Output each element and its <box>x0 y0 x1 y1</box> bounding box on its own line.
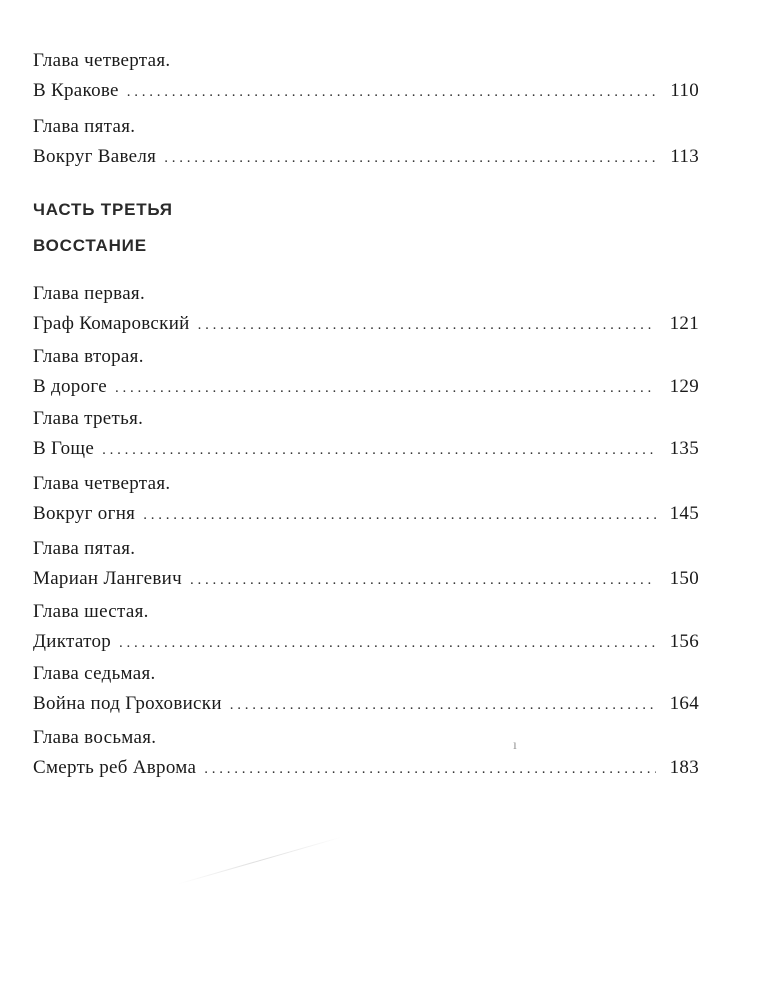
page-number: 129 <box>669 376 699 397</box>
chapter-label: Глава третья. <box>33 408 144 429</box>
chapter-label: Глава восьмая. <box>33 727 157 748</box>
toc-entry <box>33 46 699 107</box>
chapter-title: Диктатор <box>33 631 112 652</box>
chapter-label: Глава четвертая. <box>33 473 171 494</box>
toc-line <box>33 309 699 340</box>
toc-entry <box>33 279 699 340</box>
page-number: 135 <box>669 438 699 459</box>
page-number: 164 <box>669 693 699 714</box>
page-number: 183 <box>669 757 699 778</box>
chapter-title: Мариан Лангевич <box>33 568 183 589</box>
page-number: 110 <box>670 80 699 101</box>
page-number: 121 <box>669 313 699 334</box>
chapter-title: Граф Комаровский <box>33 313 190 334</box>
chapter-title: Война под Гроховиски <box>33 693 222 714</box>
page-number: 113 <box>670 146 699 167</box>
toc-entry <box>33 342 699 403</box>
dot-leader <box>190 564 656 595</box>
scan-speck: ı <box>513 738 517 753</box>
dot-leader <box>127 76 657 107</box>
dot-leader <box>143 499 655 530</box>
toc-entry <box>33 597 699 658</box>
dot-leader <box>198 309 656 340</box>
toc-line <box>33 564 699 595</box>
chapter-label: Глава пятая. <box>33 538 136 559</box>
page-number: 156 <box>669 631 699 652</box>
toc-entry <box>33 404 699 465</box>
toc-line <box>33 372 699 403</box>
chapter-label: Глава вторая. <box>33 346 144 367</box>
toc-line <box>33 142 699 173</box>
toc-entry <box>33 534 699 595</box>
chapter-title: В дороге <box>33 376 107 397</box>
chapter-title: Вокруг огня <box>33 503 136 524</box>
scan-smudge <box>178 837 342 885</box>
chapter-label: Глава шестая. <box>33 601 149 622</box>
chapter-title: Вокруг Вавеля <box>33 146 157 167</box>
toc-entry <box>33 469 699 530</box>
page-number: 145 <box>669 503 699 524</box>
dot-leader <box>119 627 656 658</box>
toc-line <box>33 689 699 720</box>
toc-line <box>33 753 699 784</box>
chapter-title: В Кракове <box>33 80 119 101</box>
toc-line <box>33 627 699 658</box>
chapter-label: Глава четвертая. <box>33 50 171 71</box>
dot-leader <box>164 142 656 173</box>
chapter-label: Глава пятая. <box>33 116 136 137</box>
chapter-label: Глава седьмая. <box>33 663 156 684</box>
toc-line <box>33 76 699 107</box>
chapter-label: Глава первая. <box>33 283 146 304</box>
dot-leader <box>115 372 656 403</box>
dot-leader <box>204 753 655 784</box>
toc-entry <box>33 659 699 720</box>
toc-line <box>33 434 699 465</box>
part-subheading: ВОССТАНИЕ <box>33 236 147 255</box>
chapter-title: Смерть реб Аврома <box>33 757 197 778</box>
chapter-title: В Гоще <box>33 438 95 459</box>
page-number: 150 <box>669 568 699 589</box>
part-heading: ЧАСТЬ ТРЕТЬЯ <box>33 200 173 219</box>
dot-leader <box>230 689 656 720</box>
toc-line <box>33 499 699 530</box>
toc-entry <box>33 723 699 784</box>
toc-entry <box>33 112 699 173</box>
dot-leader <box>102 434 655 465</box>
